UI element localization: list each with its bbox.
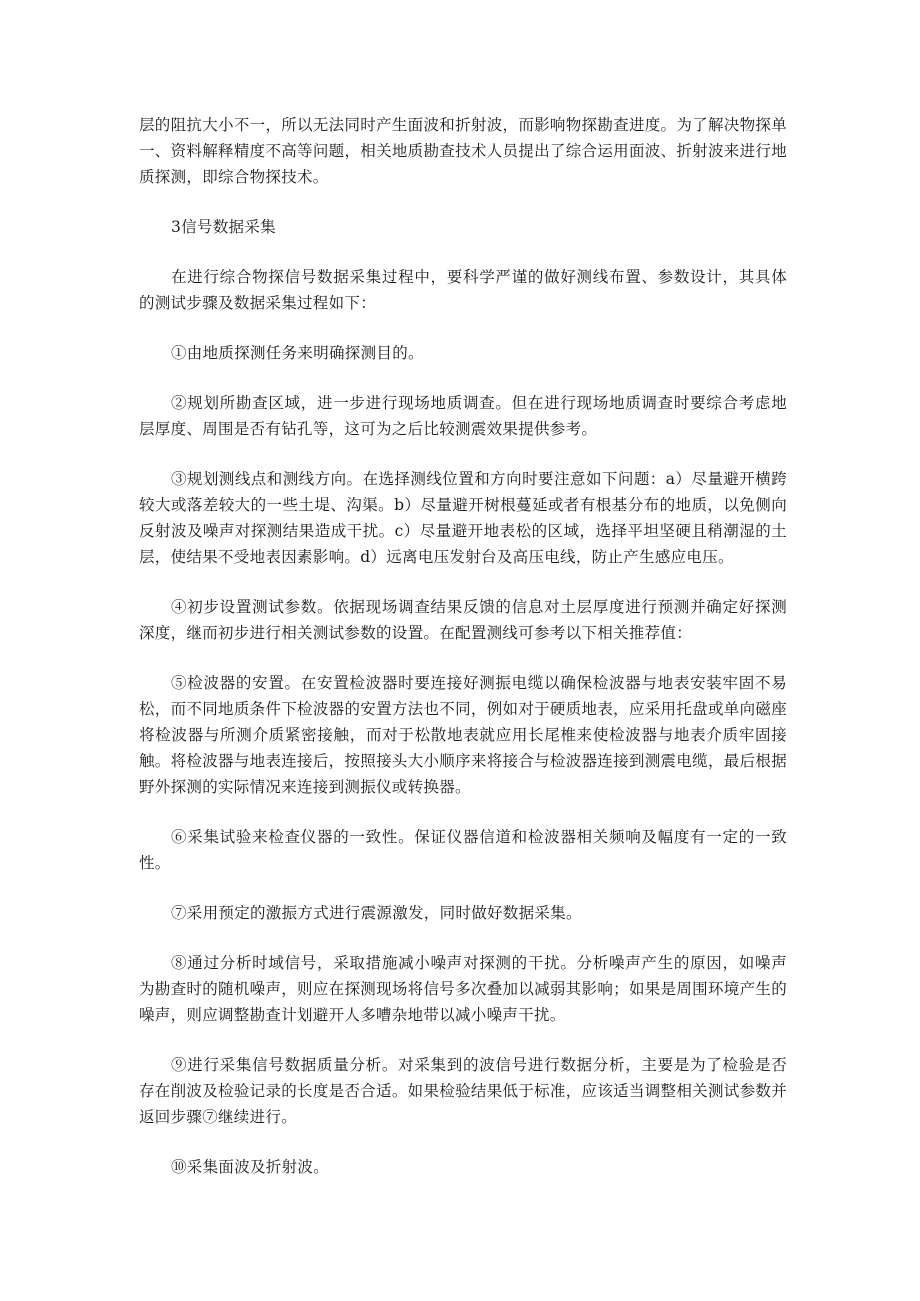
- paragraph-step-3: ③规划测线点和测线方向。在选择测线位置和方向时要注意如下问题：a）尽量避开横跨较大或落差较大的一些土堤、沟渠。b）尽量避开树根蔓延或者有根基分布的地质，以免侧向反射波及噪声对探测结果造成干扰。c）尽量避开地表松的区域，选择平坦坚硬且稍潮湿的土层，使结果不受地表因素影响。d）远离电压发射台及高压电线，防止产生感应电压。: [139, 470, 787, 566]
- paragraph-step-10: ⑩采集面波及折射波。: [171, 1158, 330, 1176]
- paragraph-step-8: ⑧通过分析时域信号，采取措施减小噪声对探测的干扰。分析噪声产生的原因，如噪声为勘查时的随机噪声，则应在探测现场将信号多次叠加以减弱其影响；如果是周围环境产生的噪声，则应调整勘查计划避开人多嘈杂地带以减小噪声干扰。: [139, 954, 787, 1024]
- paragraph-intro-continuation: 层的阻抗大小不一，所以无法同时产生面波和折射波，而影响物探勘查进度。为了解决物探单一、资料解释精度不高等问题，相关地质勘查技术人员提出了综合运用面波、折射波来进行地质探测，即综合物探技术。: [139, 116, 787, 186]
- paragraph-step-5: ⑤检波器的安置。在安置检波器时要连接好测振电缆以确保检波器与地表安装牢固不易松，而不同地质条件下检波器的安置方法也不同，例如对于硬质地表，应采用托盘或单向磁座将检波器与所测介质紧密接触，而对于松散地表就应用长尾椎来使检波器与地表介质牢固接触。将检波器与地表连接后，按照接头大小顺序来将接合与检波器连接到测震电缆，最后根据野外探测的实际情况来连接到测振仪或转换器。: [139, 674, 787, 796]
- paragraph-step-9: ⑨进行采集信号数据质量分析。对采集到的波信号进行数据分析，主要是为了检验是否存在削波及检验记录的长度是否合适。如果检验结果低于标准，应该适当调整相关测试参数并返回步骤⑦继续进行。: [139, 1056, 787, 1126]
- paragraph-step-2: ②规划所勘查区域，进一步进行现场地质调查。但在进行现场地质调查时要综合考虑地层厚度、周围是否有钻孔等，这可为之后比较测震效果提供参考。: [139, 394, 787, 438]
- paragraph-step-1: ①由地质探测任务来明确探测目的。: [171, 344, 424, 362]
- document-body: [139, 112, 787, 1204]
- section-heading: 3信号数据采集: [171, 218, 276, 236]
- paragraph-step-7: ⑦采用预定的激振方式进行震源激发，同时做好数据采集。: [171, 904, 582, 922]
- paragraph-step-6: ⑥采集试验来检查仪器的一致性。保证仪器信道和检波器相关频响及幅度有一定的一致性。: [139, 828, 787, 872]
- paragraph-step-4: ④初步设置测试参数。依据现场调查结果反馈的信息对土层厚度进行预测并确定好探测深度，继而初步进行相关测试参数的设置。在配置测线可参考以下相关推荐值：: [139, 598, 787, 642]
- paragraph-overview: 在进行综合物探信号数据采集过程中，要科学严谨的做好测线布置、参数设计，其具体的测试步骤及数据采集过程如下：: [139, 268, 787, 312]
